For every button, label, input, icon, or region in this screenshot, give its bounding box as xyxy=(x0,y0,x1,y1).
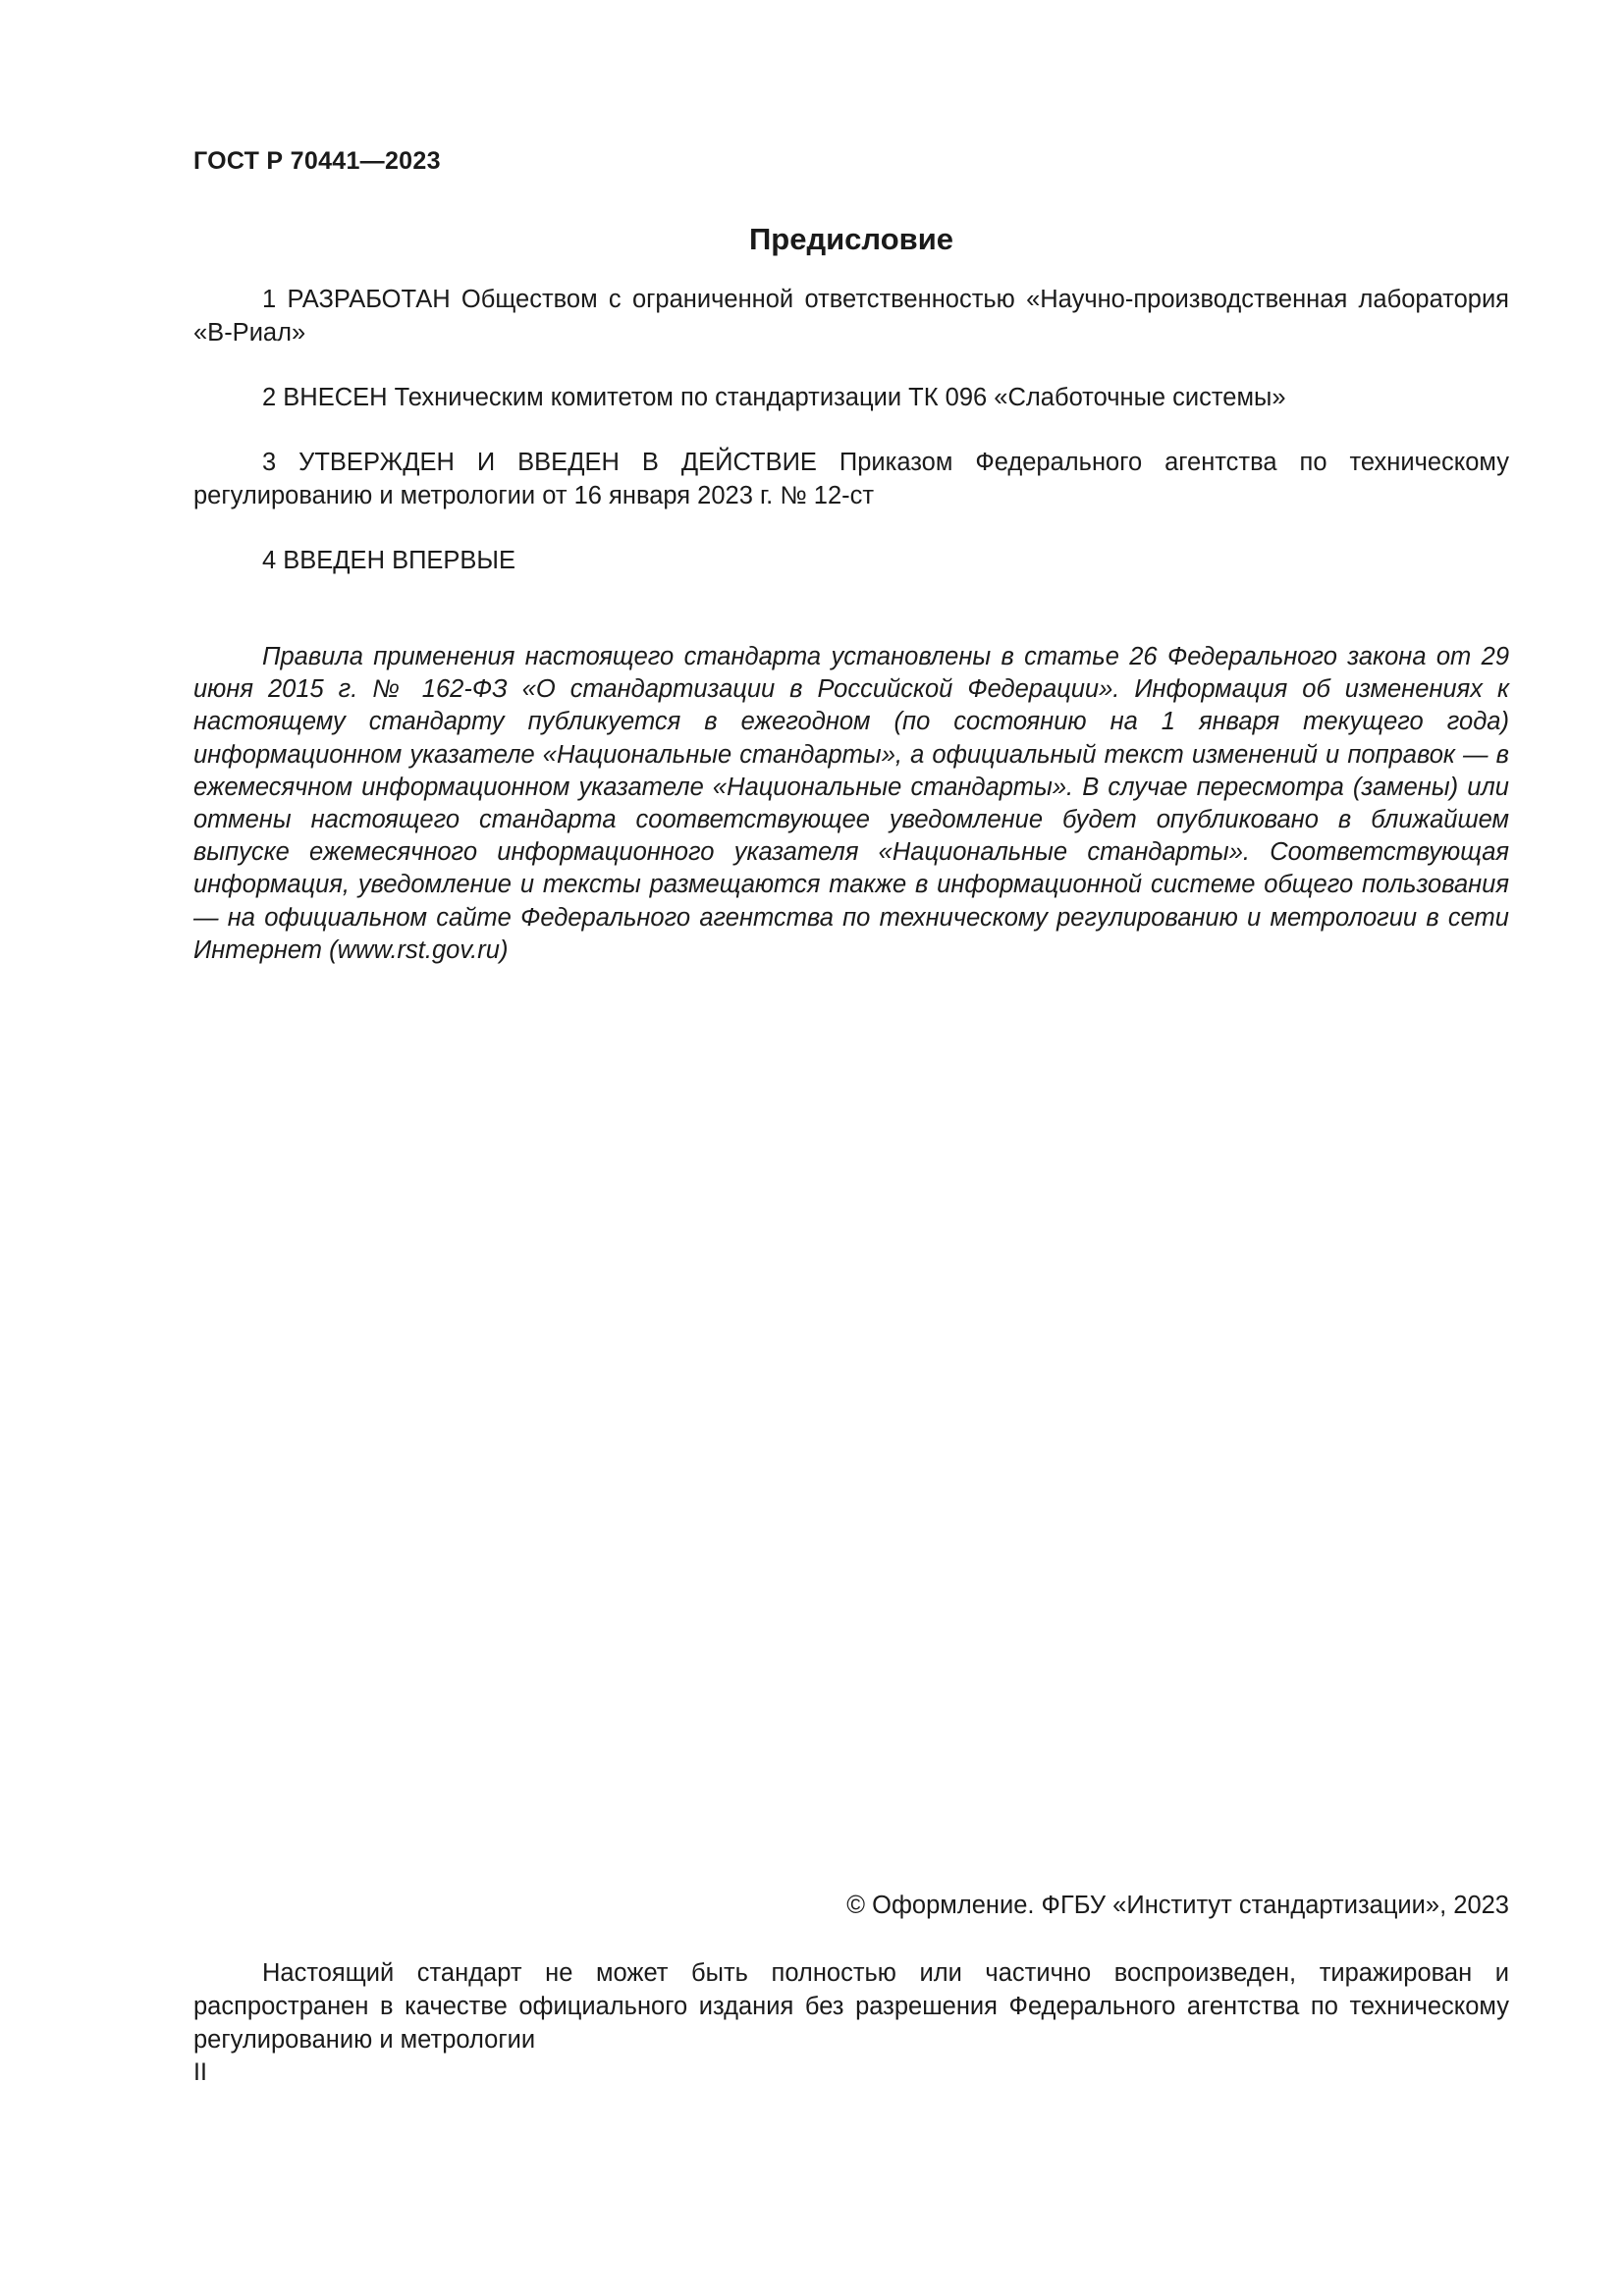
page-number: II xyxy=(193,2058,207,2086)
application-rules-notice: Правила применения настоящего стандарта установлены в статье 26 Федерального закона от 29 июня 2015 г. № 162-ФЗ «О стандартизации в Российской Федерации». Информация об изменениях к настоящему стандарту публикуется в ежегодном (по состоянию на 1 января текущего года) информационном указателе «Национальные стандарты», а официальный текст изменений и поправок — в ежемесячном информационном указателе «Национальные стандарты». В случае пересмотра (замены) или отмены настоящего стандарта соответствующее уведомление будет опубликовано в ближайшем выпуске ежемесячного информационного указателя «Национальные стандарты». Соответствующая информация, уведомление и тексты размещаются также в информационной системе общего пользования — на официальном сайте Федерального агентства по техническому регулированию и метрологии в сети Интернет (www.rst.gov.ru) xyxy=(193,643,1509,964)
preface-item-developed: 1 РАЗРАБОТАН Обществом с ограниченной ответственностью «Научно-производственная лаборатория «В-Риал» xyxy=(193,286,1509,347)
running-head: ГОСТ Р 70441—2023 xyxy=(193,147,441,175)
preface-item-introduced: 4 ВВЕДЕН ВПЕРВЫЕ xyxy=(262,547,516,574)
section-title: Предисловие xyxy=(748,222,953,256)
reproduction-notice: Настоящий стандарт не может быть полностью или частично воспроизведен, тиражирован и распространен в качестве официального издания без разрешения Федерального агентства по техническому регулированию и метрологии xyxy=(193,1959,1509,2054)
preface-item-submitted: 2 ВНЕСЕН Техническим комитетом по стандартизации ТК 096 «Слаботочные системы» xyxy=(262,384,1286,411)
preface-item-approved: 3 УТВЕРЖДЕН И ВВЕДЕН В ДЕЙСТВИЕ Приказом Федерального агентства по техническому регулированию и метрологии от 16 января 2023 г. № 12-ст xyxy=(193,449,1509,509)
copyright-line: © Оформление. ФГБУ «Институт стандартизации», 2023 xyxy=(846,1892,1509,1919)
